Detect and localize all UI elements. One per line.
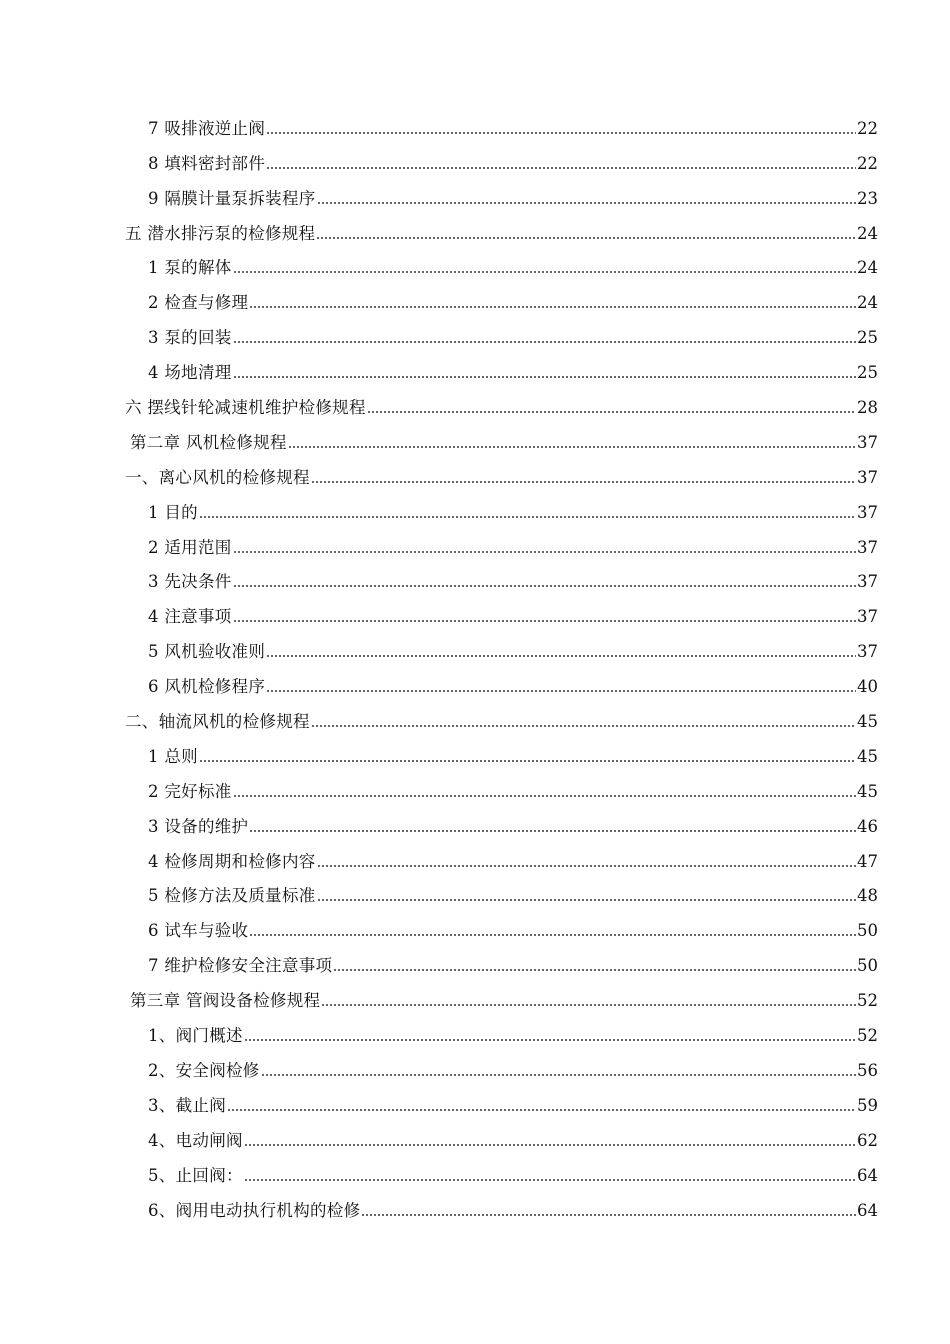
toc-dot-leader bbox=[367, 411, 856, 413]
toc-entry-page-number: 37 bbox=[857, 467, 878, 487]
toc-dot-leader bbox=[311, 481, 856, 483]
toc-entry-title: 9 隔膜计量泵拆装程序 bbox=[148, 188, 316, 208]
toc-entry-title: 5、止回阀： bbox=[148, 1165, 243, 1185]
toc-entry[interactable] bbox=[0, 1116, 950, 1151]
toc-entry-title: 五 潜水排污泵的检修规程 bbox=[125, 223, 316, 243]
toc-dot-leader bbox=[317, 202, 856, 204]
toc-entry[interactable] bbox=[0, 662, 950, 697]
toc-entry[interactable] bbox=[0, 523, 950, 558]
toc-entry[interactable] bbox=[0, 1011, 950, 1046]
toc-dot-leader bbox=[249, 830, 856, 832]
toc-dot-leader bbox=[266, 655, 856, 657]
toc-entry-title: 3、截止阀 bbox=[148, 1095, 226, 1115]
toc-entry[interactable] bbox=[0, 453, 950, 488]
toc-dot-leader bbox=[317, 865, 856, 867]
toc-entry[interactable] bbox=[0, 174, 950, 209]
toc-entry[interactable] bbox=[0, 941, 950, 976]
toc-entry-page-number: 45 bbox=[857, 781, 878, 801]
toc-entry-page-number: 50 bbox=[857, 921, 878, 941]
toc-dot-leader bbox=[233, 376, 856, 378]
toc-entry-title: 一、离心风机的检修规程 bbox=[125, 467, 310, 487]
toc-dot-leader bbox=[311, 725, 856, 727]
toc-entry-page-number: 24 bbox=[857, 293, 878, 313]
toc-entry[interactable] bbox=[0, 627, 950, 662]
toc-entry-page-number: 46 bbox=[857, 816, 878, 836]
toc-dot-leader bbox=[199, 516, 856, 518]
toc-entry-title: 第三章 管阀设备检修规程 bbox=[130, 991, 321, 1011]
toc-entry-title: 2 检查与修理 bbox=[148, 293, 249, 313]
toc-entry-title: 3 先决条件 bbox=[148, 572, 232, 592]
toc-entry-title: 1、阀门概述 bbox=[148, 1026, 243, 1046]
toc-entry[interactable] bbox=[0, 872, 950, 907]
toc-entry[interactable] bbox=[0, 488, 950, 523]
toc-entry-page-number: 45 bbox=[857, 746, 878, 766]
toc-entry[interactable] bbox=[0, 1186, 950, 1221]
toc-entry[interactable] bbox=[0, 1046, 950, 1081]
toc-entry-page-number: 52 bbox=[857, 991, 878, 1011]
toc-entry[interactable] bbox=[0, 837, 950, 872]
toc-dot-leader bbox=[249, 306, 856, 308]
toc-entry[interactable] bbox=[0, 383, 950, 418]
toc-entry-title: 6 试车与验收 bbox=[148, 921, 249, 941]
toc-entry-page-number: 23 bbox=[857, 188, 878, 208]
toc-entry-page-number: 59 bbox=[857, 1095, 878, 1115]
toc-entry[interactable] bbox=[0, 767, 950, 802]
toc-dot-leader bbox=[261, 1074, 856, 1076]
toc-entry-page-number: 62 bbox=[857, 1130, 878, 1150]
toc-entry-title: 1 目的 bbox=[148, 502, 198, 522]
toc-entry[interactable] bbox=[0, 313, 950, 348]
toc-entry-page-number: 37 bbox=[857, 537, 878, 557]
toc-entry-page-number: 47 bbox=[857, 851, 878, 871]
toc-entry[interactable] bbox=[0, 1081, 950, 1116]
toc-entry-title: 5 检修方法及质量标准 bbox=[148, 886, 316, 906]
toc-entry-page-number: 22 bbox=[857, 118, 878, 138]
toc-dot-leader bbox=[361, 1214, 856, 1216]
toc-dot-leader bbox=[244, 1179, 856, 1181]
toc-dot-leader bbox=[244, 1039, 856, 1041]
toc-entry-page-number: 64 bbox=[857, 1200, 878, 1220]
toc-entry[interactable] bbox=[0, 209, 950, 244]
toc-entry[interactable] bbox=[0, 418, 950, 453]
toc-entry-page-number: 52 bbox=[857, 1026, 878, 1046]
toc-entry[interactable] bbox=[0, 732, 950, 767]
toc-entry-title: 6 风机检修程序 bbox=[148, 677, 266, 697]
toc-dot-leader bbox=[317, 899, 856, 901]
toc-dot-leader bbox=[266, 132, 856, 134]
toc-entry-title: 2 适用范围 bbox=[148, 537, 232, 557]
toc-entry-title: 六 摆线针轮减速机维护检修规程 bbox=[125, 398, 366, 418]
toc-entry-page-number: 37 bbox=[857, 502, 878, 522]
toc-entry-title: 4 场地清理 bbox=[148, 363, 232, 383]
toc-entry[interactable] bbox=[0, 278, 950, 313]
toc-entry-title: 3 设备的维护 bbox=[148, 816, 249, 836]
toc-entry-page-number: 28 bbox=[857, 398, 878, 418]
toc-entry-page-number: 24 bbox=[857, 258, 878, 278]
toc-entry-title: 4 注意事项 bbox=[148, 607, 232, 627]
toc-entry-title: 4、电动闸阀 bbox=[148, 1130, 243, 1150]
toc-entry-title: 3 泵的回装 bbox=[148, 328, 232, 348]
toc-entry-page-number: 25 bbox=[857, 328, 878, 348]
toc-dot-leader bbox=[227, 1109, 856, 1111]
toc-entry-page-number: 50 bbox=[857, 956, 878, 976]
toc-entry[interactable] bbox=[0, 244, 950, 279]
toc-entry-page-number: 40 bbox=[857, 677, 878, 697]
toc-entry-title: 2、安全阀检修 bbox=[148, 1060, 260, 1080]
toc-entry-title: 2 完好标准 bbox=[148, 781, 232, 801]
toc-dot-leader bbox=[199, 760, 856, 762]
toc-dot-leader bbox=[233, 271, 856, 273]
toc-entry-page-number: 37 bbox=[857, 572, 878, 592]
toc-entry[interactable] bbox=[0, 906, 950, 941]
toc-dot-leader bbox=[266, 167, 856, 169]
toc-entry[interactable] bbox=[0, 139, 950, 174]
toc-entry-page-number: 37 bbox=[857, 642, 878, 662]
toc-entry[interactable] bbox=[0, 976, 950, 1011]
toc-entry[interactable] bbox=[0, 348, 950, 383]
toc-entry-title: 4 检修周期和检修内容 bbox=[148, 851, 316, 871]
toc-dot-leader bbox=[266, 690, 856, 692]
toc-dot-leader bbox=[233, 551, 856, 553]
toc-entry[interactable] bbox=[0, 104, 950, 139]
toc-entry[interactable] bbox=[0, 558, 950, 593]
toc-entry-title: 1 总则 bbox=[148, 746, 198, 766]
toc-entry-page-number: 48 bbox=[857, 886, 878, 906]
toc-dot-leader bbox=[233, 341, 856, 343]
toc-entry-page-number: 45 bbox=[857, 712, 878, 732]
toc-entry-title: 5 风机验收准则 bbox=[148, 642, 266, 662]
toc-entry-title: 7 维护检修安全注意事项 bbox=[148, 956, 333, 976]
toc-dot-leader bbox=[288, 446, 856, 448]
toc-entry[interactable] bbox=[0, 697, 950, 732]
toc-dot-leader bbox=[244, 1144, 856, 1146]
toc-dot-leader bbox=[249, 934, 856, 936]
toc-entry[interactable] bbox=[0, 1151, 950, 1186]
toc-entry-title: 1 泵的解体 bbox=[148, 258, 232, 278]
toc-entry-page-number: 22 bbox=[857, 153, 878, 173]
toc-dot-leader bbox=[321, 1004, 856, 1006]
toc-dot-leader bbox=[316, 237, 856, 239]
toc-dot-leader bbox=[333, 969, 856, 971]
toc-entry-title: 7 吸排液逆止阀 bbox=[148, 118, 266, 138]
toc-entry-page-number: 56 bbox=[857, 1060, 878, 1080]
toc-dot-leader bbox=[233, 620, 856, 622]
toc-entry-page-number: 24 bbox=[857, 223, 878, 243]
toc-entry-page-number: 25 bbox=[857, 363, 878, 383]
toc-entry-title: 二、轴流风机的检修规程 bbox=[125, 712, 310, 732]
toc-dot-leader bbox=[233, 795, 856, 797]
toc-entry-page-number: 37 bbox=[857, 432, 878, 452]
toc-entry[interactable] bbox=[0, 592, 950, 627]
toc-entry-page-number: 37 bbox=[857, 607, 878, 627]
toc-entry[interactable] bbox=[0, 802, 950, 837]
toc-entry-title: 第二章 风机检修规程 bbox=[130, 432, 287, 452]
toc-entry-title: 6、阀用电动执行机构的检修 bbox=[148, 1200, 361, 1220]
toc-entry-title: 8 填料密封部件 bbox=[148, 153, 266, 173]
toc-dot-leader bbox=[233, 585, 856, 587]
toc-entry-page-number: 64 bbox=[857, 1165, 878, 1185]
table-of-contents bbox=[0, 104, 950, 1221]
